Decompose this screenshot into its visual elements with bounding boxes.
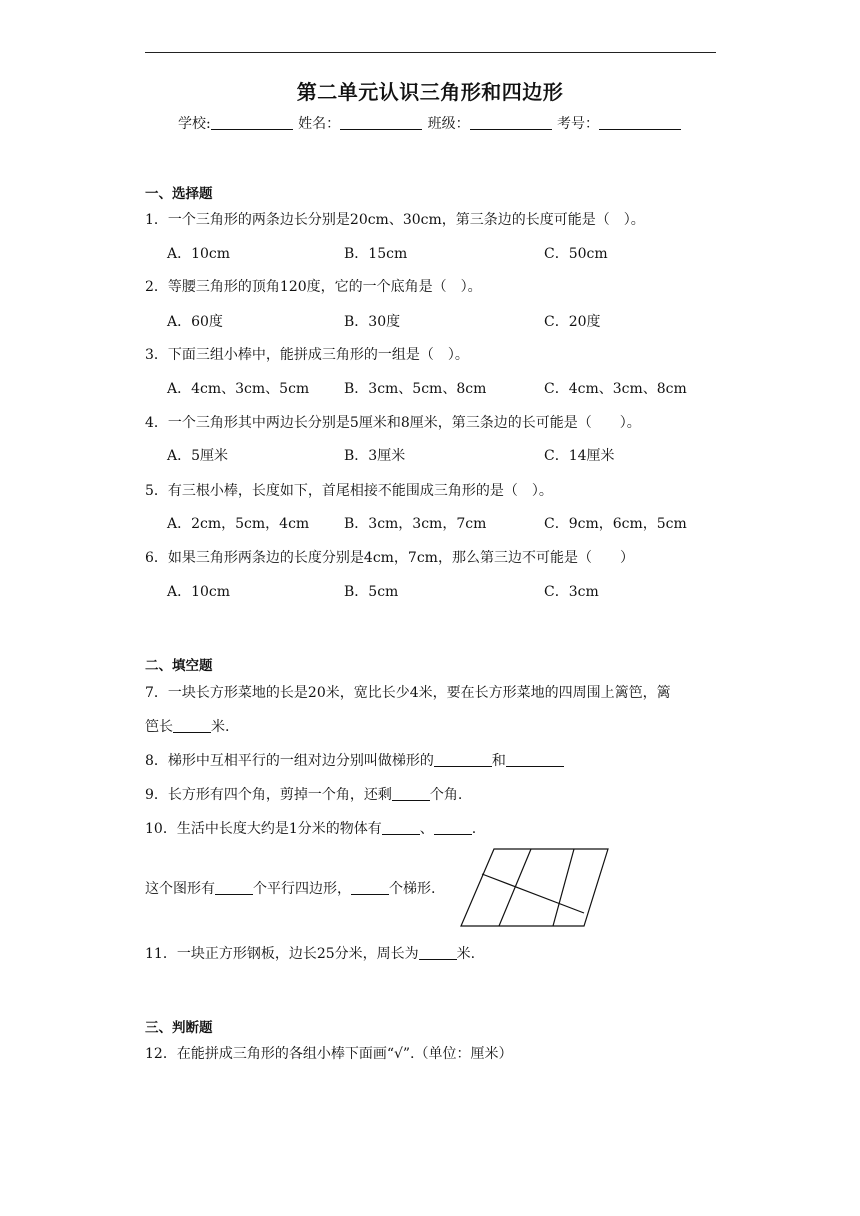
q8-pre: 8．梯形中互相平行的一组对边分别叫做梯形的 xyxy=(145,753,434,769)
q10-fig-mid: 个平行四边形， xyxy=(253,881,351,897)
q5-option-a[interactable]: A．2cm，5cm，4cm xyxy=(167,516,310,532)
q10-mid: 、 xyxy=(419,821,434,837)
q10-answer-blank-2[interactable] xyxy=(434,821,472,835)
question-6: 6．如果三角形两条边的长度分别是4cm，7cm，那么第三边不可能是（ ） xyxy=(145,550,634,566)
exam-no-label: 考号： xyxy=(557,116,600,132)
q11-answer-blank[interactable] xyxy=(419,946,457,960)
q3-option-c[interactable]: C．4cm、3cm、8cm xyxy=(544,381,687,397)
q10-fig-pre: 这个图形有 xyxy=(145,881,215,897)
q9-pre: 9．长方形有四个角，剪掉一个角，还剩 xyxy=(145,787,392,803)
q5-option-b[interactable]: B．3cm，3cm，7cm xyxy=(344,516,487,532)
question-4: 4．一个三角形其中两边长分别是5厘米和8厘米，第三条边的长可能是（ ）。 xyxy=(145,415,641,431)
q9-post: 个角. xyxy=(429,787,463,803)
exam-no-blank[interactable] xyxy=(599,115,681,130)
q7-answer-blank[interactable] xyxy=(173,719,211,733)
question-11 xyxy=(145,943,475,963)
school-blank[interactable] xyxy=(211,115,293,130)
question-10 xyxy=(145,818,476,838)
q2-option-a[interactable]: A．60度 xyxy=(167,314,223,330)
q3-option-a[interactable]: A．4cm、3cm、5cm xyxy=(167,381,310,397)
inner-line-2 xyxy=(553,849,574,926)
inner-diagonal-line xyxy=(482,874,584,913)
q8-answer-blank-2[interactable] xyxy=(506,753,564,767)
class-label: 班级： xyxy=(427,116,470,132)
q11-post: 米. xyxy=(456,946,476,962)
school-label: 学校: xyxy=(177,116,211,132)
question-5: 5．有三根小棒，长度如下，首尾相接不能围成三角形的是（ ）。 xyxy=(145,483,553,499)
question-9 xyxy=(145,784,462,804)
section-heading-choice: 一、选择题 xyxy=(145,186,213,202)
question-7-line1: 7．一块长方形菜地的长是20米，宽比长少4米，要在长方形菜地的四周围上篱笆，篱 xyxy=(145,685,671,701)
name-blank[interactable] xyxy=(340,115,422,130)
name-label: 姓名： xyxy=(298,116,341,132)
header-rule xyxy=(145,52,716,53)
question-8 xyxy=(145,750,564,770)
q10-post: . xyxy=(471,821,477,837)
q10-fig-post: 个梯形. xyxy=(389,881,436,897)
page-title: 第二单元认识三角形和四边形 xyxy=(296,80,564,104)
question-12: 12．在能拼成三角形的各组小棒下面画“√”.（单位：厘米） xyxy=(145,1046,513,1062)
q7-pre: 笆长 xyxy=(145,719,173,735)
q2-option-b[interactable]: B．30度 xyxy=(344,314,401,330)
q1-option-b[interactable]: B．15cm xyxy=(344,246,408,262)
student-info-line xyxy=(0,113,860,133)
question-3: 3．下面三组小棒中，能拼成三角形的一组是（ ）。 xyxy=(145,347,469,363)
section-heading-judge: 三、判断题 xyxy=(145,1020,213,1036)
parallelogram-trapezoid-figure xyxy=(458,840,618,932)
q1-option-a[interactable]: A．10cm xyxy=(167,246,231,262)
section-heading-fill: 二、填空题 xyxy=(145,658,213,674)
q10-fig-answer-blank-1[interactable] xyxy=(215,881,253,895)
q6-option-c[interactable]: C．3cm xyxy=(544,584,599,600)
class-blank[interactable] xyxy=(470,115,552,130)
question-7-line2 xyxy=(145,716,229,736)
question-2: 2．等腰三角形的顶角120度，它的一个底角是（ ）。 xyxy=(145,279,482,295)
inner-line-1 xyxy=(499,849,531,926)
q10-fig-answer-blank-2[interactable] xyxy=(351,881,389,895)
q4-option-a[interactable]: A．5厘米 xyxy=(167,448,229,464)
q10-answer-blank-1[interactable] xyxy=(382,821,420,835)
q8-mid: 和 xyxy=(491,753,506,769)
q6-option-b[interactable]: B．5cm xyxy=(344,584,399,600)
q7-post: 米. xyxy=(211,719,230,735)
question-10-figure-line xyxy=(145,878,435,898)
q2-option-c[interactable]: C．20度 xyxy=(544,314,601,330)
q10-pre: 10．生活中长度大约是1分米的物体有 xyxy=(145,821,382,837)
q4-option-c[interactable]: C．14厘米 xyxy=(544,448,615,464)
q3-option-b[interactable]: B．3cm、5cm、8cm xyxy=(344,381,487,397)
q9-answer-blank[interactable] xyxy=(392,787,430,801)
q1-option-c[interactable]: C．50cm xyxy=(544,246,608,262)
q11-pre: 11．一块正方形钢板，边长25分米，周长为 xyxy=(145,946,419,962)
question-1: 1．一个三角形的两条边长分别是20cm、30cm，第三条边的长度可能是（ ）。 xyxy=(145,212,645,228)
q5-option-c[interactable]: C．9cm，6cm，5cm xyxy=(544,516,687,532)
q6-option-a[interactable]: A．10cm xyxy=(167,584,231,600)
q8-answer-blank-1[interactable] xyxy=(434,753,492,767)
q4-option-b[interactable]: B．3厘米 xyxy=(344,448,406,464)
outer-parallelogram xyxy=(461,849,608,926)
